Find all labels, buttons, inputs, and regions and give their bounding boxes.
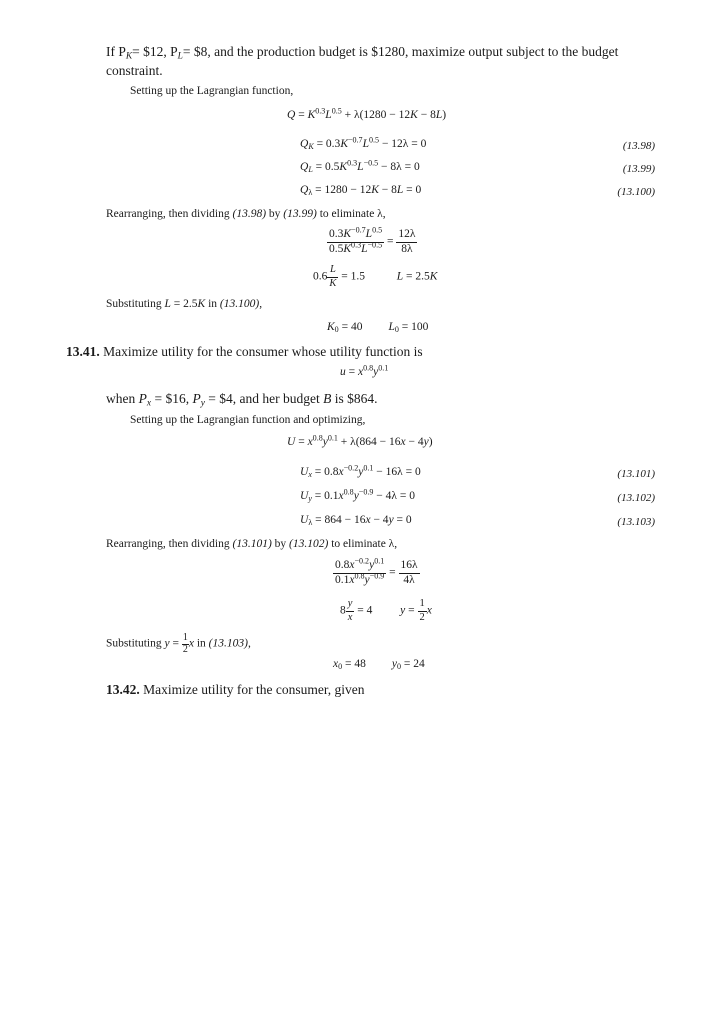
intro-sub-k: K [125, 51, 133, 62]
equation-label-13-100: (13.100) [617, 186, 655, 198]
foc-ux: $U_x = 0.8x^{-0.2}y^{0.1} - 16\lambda = 0$ [300, 463, 421, 479]
foc-qlambda: $Q_\lambda = 1280 - 12K - 8L = 0$ [300, 184, 422, 197]
problem-13-42-heading [106, 683, 365, 697]
equation-label-13-99: (13.99) [622, 163, 655, 175]
rearranging-text-1: Rearranging, then dividing (13.98) by (13.99) to eliminate λ, [106, 208, 386, 220]
ratio-equation-2: $\frac{0.8x^{-0.2}y^{0.1}}{0.1x^{0.8}y^{-0.9}}$ = $\frac{16\lambda}{4\lambda}$ [335, 556, 418, 586]
substituting-text-1: Substituting L = 2.5K in (13.100), [106, 298, 263, 310]
problem-statement-13-42: Maximize utility for the consumer, given [143, 682, 365, 697]
foc-qk: $Q_K = 0.3K^{-0.7}L^{0.5} - 12\lambda = 0$ [300, 135, 427, 151]
intro-text-c: = $8, and the production budget is $1280, maximize output subject to the budget [182, 44, 619, 59]
ratio-equation-1: $\frac{0.3K^{-0.7}L^{0.5}}{0.5K^{0.3}L^{-0.5}}$ = $\frac{12\lambda}{8\lambda}$ [329, 225, 416, 255]
problem-13-41-heading [66, 345, 423, 359]
intro-sub-l: L [177, 51, 183, 62]
problem-statement-13-41: Maximize utility for the consumer whose utility function is [103, 344, 423, 359]
problem-number-13-42: 13.42. [106, 682, 140, 697]
equation-label-13-98: (13.98) [622, 140, 655, 152]
prices-budget-text: when $P_x$ = $16, $P_y$ = $4, and her budget B is $864. [106, 391, 378, 409]
substituting-text-2: Substituting y = $\frac{1}{2}$ x in (13.103), [106, 632, 251, 655]
foc-ulambda: $U_\lambda = 864 - 16x - 4y = 0$ [300, 514, 412, 527]
intro-text-a: If P [106, 44, 126, 59]
equation-label-13-103: (13.103) [617, 516, 655, 528]
utility-function: $u = x^{0.8}y^{0.1}$ [340, 363, 389, 378]
lagrangian-q: $Q = K^{0.3}L^{0.5} + \lambda(1280 - 12K - 8L)$ [287, 106, 447, 121]
lagrangian-u: $U = x^{0.8}y^{0.1} + \lambda(864 - 16x - 4y)$ [287, 433, 433, 448]
problem-number-13-41: 13.41. [66, 344, 100, 359]
problem-intro-line1 [106, 44, 619, 62]
solution-13-41: $x_0 = 48$ $y_0 = 24$ [333, 658, 425, 671]
solution-13-40: $K_0 = 40$ $L_0 = 100$ [327, 321, 429, 334]
simplified-equation-1: 0.6 $\frac{L}{K}$ = 1.5 L = 2.5K [313, 264, 438, 289]
intro-text-b: = $12, P [132, 44, 178, 59]
foc-uy: $U_y = 0.1x^{0.8}y^{-0.9} - 4\lambda = 0$ [300, 487, 415, 503]
simplified-equation-2: 8 $\frac{y}{x}$ = 4 y = $\frac{1}{2}$ x [340, 598, 432, 623]
setup-text: Setting up the Lagrangian function, [130, 85, 294, 97]
rearranging-text-2: Rearranging, then dividing (13.101) by (13.102) to eliminate λ, [106, 538, 398, 550]
setup-text-13-41: Setting up the Lagrangian function and optimizing, [130, 414, 366, 426]
foc-ql: $Q_L = 0.5K^{0.3}L^{-0.5} - 8\lambda = 0$ [300, 158, 420, 174]
equation-label-13-101: (13.101) [617, 468, 655, 480]
equation-label-13-102: (13.102) [617, 492, 655, 504]
problem-intro-line2: constraint. [106, 63, 163, 78]
